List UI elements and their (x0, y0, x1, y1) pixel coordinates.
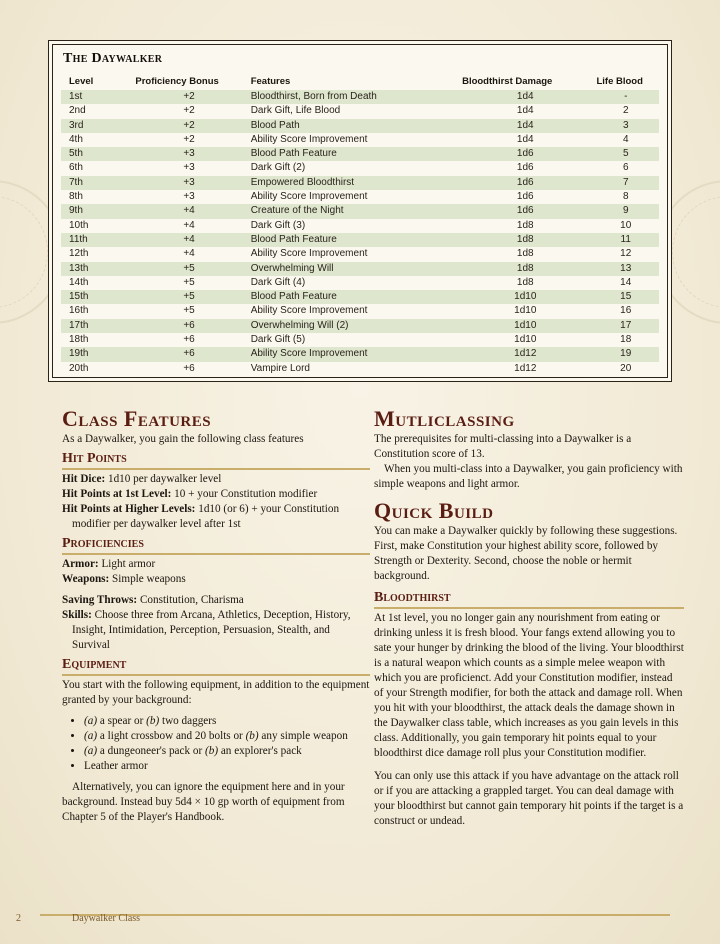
cell-proficiency: +3 (183, 191, 195, 203)
table-row (61, 219, 659, 233)
bloodthirst-heading: Bloodthirst (374, 590, 684, 609)
cell-life-blood: 17 (592, 319, 659, 333)
list-item (84, 729, 370, 744)
cell-proficiency: +3 (183, 162, 195, 174)
list-item: • Leather armor (84, 759, 370, 774)
cell-proficiency: +6 (183, 334, 195, 346)
cell-life-blood: 8 (622, 191, 629, 203)
saves-label: Saving Throws: (62, 594, 138, 606)
table-row (61, 247, 659, 261)
cell-bloodthirst-damage: 1d6 (516, 162, 534, 174)
skills-text: Choose three from Arcana, Athletics, Deception, History, Insight, Intimidation, Perception, Persuasion, Stealth, and Survival (72, 609, 351, 651)
cell-life-blood: 5 (592, 147, 659, 161)
equipment-alternative: Alternatively, you can ignore the equipment here and in your background. Instead buy 5d4 × 10 gp worth of equipment from Chapter 5 of the Player's Handbook. (62, 781, 345, 823)
cell-features: Empowered Bloodthirst (247, 176, 458, 190)
cell-bloodthirst-damage: 1d4 (516, 133, 534, 145)
hit-dice-line (62, 472, 370, 487)
right-column (374, 406, 684, 829)
saves-line (62, 593, 370, 608)
option-b: (b) (205, 745, 219, 757)
cell-bloodthirst-damage: 1d12 (458, 347, 592, 361)
cell-proficiency: +2 (131, 119, 246, 133)
proficiencies-heading: Proficiencies (62, 536, 370, 555)
option-text: a dungeoneer's pack or (97, 745, 205, 757)
cell-bloodthirst-damage: 1d4 (516, 105, 534, 117)
cell-life-blood: 4 (622, 133, 629, 145)
cell-level: 12th (69, 248, 89, 260)
cell-bloodthirst-damage: 1d6 (458, 176, 592, 190)
hp-first-text: 10 + your Constitution modifier (171, 488, 318, 500)
cell-features: Vampire Lord (250, 362, 310, 374)
cell-life-blood: 10 (620, 219, 632, 231)
cell-life-blood: 19 (592, 347, 659, 361)
cell-proficiency: +4 (131, 233, 246, 247)
cell-level: 10th (69, 219, 89, 231)
equipment-heading: Equipment (62, 657, 370, 676)
table-row (61, 276, 659, 290)
cell-bloodthirst-damage: 1d10 (458, 319, 592, 333)
table-row (61, 119, 659, 133)
header-features: Features (250, 75, 291, 87)
spacer (374, 761, 684, 769)
cell-level: 17th (61, 319, 131, 333)
class-features-intro: As a Daywalker, you gain the following class features (62, 433, 304, 445)
option-text: any simple weapon (258, 730, 348, 742)
cell-features: Overwhelming Will (2) (247, 319, 458, 333)
cell-life-blood: 18 (620, 334, 632, 346)
class-features-heading: Class Features (62, 406, 212, 431)
table-row (61, 347, 659, 361)
cell-life-blood: 9 (592, 204, 659, 218)
cell-life-blood: 7 (592, 176, 659, 190)
cell-proficiency: +4 (183, 219, 195, 231)
cell-level: 13th (61, 262, 131, 276)
saves-text: Constitution, Charisma (137, 594, 244, 606)
cell-life-blood: 2 (622, 105, 629, 117)
multiclass-paragraph-1: The prerequisites for multi-classing into a Daywalker is a Constitution score of 13. (374, 433, 632, 460)
cell-life-blood: 20 (620, 362, 632, 374)
cell-level: 2nd (69, 105, 86, 117)
cell-bloodthirst-damage: 1d4 (458, 119, 592, 133)
table-row (61, 104, 659, 118)
page-number: 2 (16, 913, 21, 924)
skills-label: Skills: (62, 609, 92, 621)
cell-proficiency: +3 (131, 147, 246, 161)
cell-bloodthirst-damage: 1d8 (458, 262, 592, 276)
cell-level: 19th (61, 347, 131, 361)
cell-features: Blood Path Feature (247, 233, 458, 247)
armor-text: Light armor (98, 558, 156, 570)
cell-level: 9th (61, 204, 131, 218)
option-b: (b) (146, 715, 160, 727)
hp-first-label: Hit Points at 1st Level: (62, 488, 172, 500)
cell-features: Dark Gift (2) (250, 162, 306, 174)
table-row (61, 190, 659, 204)
header-bloodthirst-damage: Bloodthirst Damage (462, 75, 553, 87)
option-text: two daggers (159, 715, 217, 727)
cell-features: Blood Path (247, 119, 458, 133)
option-text: an explorer's pack (218, 745, 302, 757)
bloodthirst-paragraph-1: At 1st level, you no longer gain any nourishment from eating or drinking unless it is fresh blood. Your fangs extend allowing you to sate your hunger by drinking the blood of the living. Your bloodthirst is a natural weapon which counts as a simple melee weapon with which you are proficienct. Add your Constitution modifier, instead of your Strength modifier, for both the attack and damage roll. When you hit with your bloodthirst, the attack deals the damage shown in the Daywalker class table, which increases as you gain levels in this class. Additionally, you gain temporary hit points equal to your bloodthirst dice damage roll plus your Constitution modifier. (374, 612, 684, 759)
cell-level: 20th (69, 362, 89, 374)
cell-life-blood: 15 (592, 290, 659, 304)
header-life-blood: Life Blood (596, 75, 643, 87)
cell-features: Ability Score Improvement (247, 347, 458, 361)
cell-level: 5th (61, 147, 131, 161)
cell-level: 7th (61, 176, 131, 190)
cell-features: Dark Gift (5) (250, 334, 306, 346)
table-body (61, 90, 659, 376)
quick-build-heading: Quick Build (374, 498, 494, 523)
skills-line (62, 608, 370, 653)
cell-bloodthirst-damage: 1d10 (458, 290, 592, 304)
hit-points-heading: Hit Points (62, 451, 370, 470)
table-title: The Daywalker (63, 51, 163, 66)
cell-level: 6th (69, 162, 83, 174)
table-row (61, 304, 659, 318)
option-a: (a) (84, 715, 98, 727)
cell-features: Blood Path Feature (247, 290, 458, 304)
table-row (61, 133, 659, 147)
option-b: (b) (245, 730, 259, 742)
cell-features: Ability Score Improvement (250, 248, 368, 260)
cell-features: Ability Score Improvement (250, 305, 368, 317)
cell-life-blood: 12 (620, 248, 632, 260)
table-row (61, 262, 659, 276)
cell-bloodthirst-damage: 1d12 (514, 362, 537, 374)
armor-line (62, 557, 370, 572)
option-text: a spear or (97, 715, 147, 727)
weapons-line (62, 572, 370, 587)
table-row (61, 290, 659, 304)
hit-dice-text: 1d10 per daywalker level (105, 473, 222, 485)
cell-bloodthirst-damage: 1d8 (516, 248, 534, 260)
cell-bloodthirst-damage: 1d4 (458, 90, 592, 104)
cell-bloodthirst-damage: 1d8 (458, 233, 592, 247)
page-footer (0, 910, 720, 944)
cell-level: 8th (69, 191, 83, 203)
cell-level: 11th (61, 233, 131, 247)
table-row (61, 90, 659, 104)
cell-features: Dark Gift (4) (250, 276, 306, 288)
table-row (61, 362, 659, 376)
cell-features: Blood Path Feature (247, 147, 458, 161)
table-row (61, 233, 659, 247)
cell-features: Ability Score Improvement (250, 133, 368, 145)
cell-level: 3rd (61, 119, 131, 133)
table-row (61, 333, 659, 347)
cell-features: Creature of the Night (247, 204, 458, 218)
cell-bloodthirst-damage: 1d6 (458, 204, 592, 218)
cell-life-blood: - (592, 90, 659, 104)
table-row (61, 319, 659, 333)
table-row (61, 147, 659, 161)
cell-proficiency: +3 (131, 176, 246, 190)
cell-life-blood: 11 (592, 233, 659, 247)
cell-proficiency: +4 (131, 204, 246, 218)
cell-proficiency: +2 (131, 90, 246, 104)
armor-label: Armor: (62, 558, 99, 570)
cell-bloodthirst-damage: 1d8 (516, 276, 534, 288)
multiclass-paragraph-2: When you multi-class into a Daywalker, you gain proficiency with simple weapons and light armor. (374, 463, 683, 490)
cell-level: 15th (61, 290, 131, 304)
cell-features: Ability Score Improvement (250, 191, 368, 203)
footer-text: Daywalker Class (72, 913, 141, 924)
equipment-intro: You start with the following equipment, in addition to the equipment granted by your background: (62, 679, 370, 706)
table-header-row (61, 73, 659, 90)
option-text: a light crossbow and 20 bolts or (97, 730, 246, 742)
cell-features: Overwhelming Will (247, 262, 458, 276)
class-table (61, 73, 659, 376)
header-proficiency: Proficiency Bonus (135, 75, 219, 87)
cell-proficiency: +5 (183, 305, 195, 317)
cell-level: 18th (69, 334, 89, 346)
cell-life-blood: 14 (620, 276, 632, 288)
cell-proficiency: +5 (183, 276, 195, 288)
header-level: Level (69, 75, 94, 87)
hp-higher-line (62, 502, 370, 532)
quick-build-paragraph: You can make a Daywalker quickly by following these suggestions. First, make Constitution your highest ability score, followed by Strength or Dexterity. Second, choose the noble or hermit background. (374, 525, 678, 582)
cell-level: 1st (61, 90, 131, 104)
cell-proficiency: +5 (131, 262, 246, 276)
cell-life-blood: 16 (620, 305, 632, 317)
cell-bloodthirst-damage: 1d6 (458, 147, 592, 161)
cell-level: 14th (69, 276, 89, 288)
list-item (84, 744, 370, 759)
cell-bloodthirst-damage: 1d8 (516, 219, 534, 231)
class-table-frame (52, 44, 668, 378)
cell-proficiency: +2 (183, 105, 195, 117)
cell-bloodthirst-damage: 1d10 (514, 334, 537, 346)
table-row (61, 161, 659, 175)
cell-proficiency: +6 (183, 362, 195, 374)
cell-bloodthirst-damage: 1d10 (514, 305, 537, 317)
table-row (61, 176, 659, 190)
hit-dice-label: Hit Dice: (62, 473, 106, 485)
cell-proficiency: +6 (131, 319, 246, 333)
cell-features: Dark Gift (3) (250, 219, 306, 231)
cell-proficiency: +4 (183, 248, 195, 260)
equipment-list (62, 714, 370, 774)
cell-features: Dark Gift, Life Blood (250, 105, 341, 117)
option-a: (a) (84, 730, 98, 742)
cell-life-blood: 6 (622, 162, 629, 174)
cell-level: 4th (69, 133, 83, 145)
hp-higher-text: 1d10 (or 6) + your Constitution modifier per daywalker level after 1st (72, 503, 340, 530)
bloodthirst-paragraph-2: You can only use this attack if you have advantage on the attack roll or if you are attacking a grappled target. You can deal damage with your bloodthirst but cannot gain temporary hit points if the target is a construct or undead. (374, 770, 684, 827)
cell-proficiency: +5 (131, 290, 246, 304)
cell-life-blood: 13 (592, 262, 659, 276)
multiclassing-heading: Mutliclassing (374, 406, 515, 431)
weapons-label: Weapons: (62, 573, 110, 585)
cell-features: Bloodthirst, Born from Death (247, 90, 458, 104)
cell-proficiency: +2 (183, 133, 195, 145)
hp-first-line (62, 487, 370, 502)
left-column (62, 406, 370, 825)
cell-life-blood: 3 (592, 119, 659, 133)
option-a: (a) (84, 745, 98, 757)
table-row (61, 204, 659, 218)
weapons-text: Simple weapons (109, 573, 186, 585)
cell-bloodthirst-damage: 1d6 (516, 191, 534, 203)
cell-proficiency: +6 (131, 347, 246, 361)
cell-level: 16th (69, 305, 89, 317)
hp-higher-label: Hit Points at Higher Levels: (62, 503, 196, 515)
list-item (84, 714, 370, 729)
